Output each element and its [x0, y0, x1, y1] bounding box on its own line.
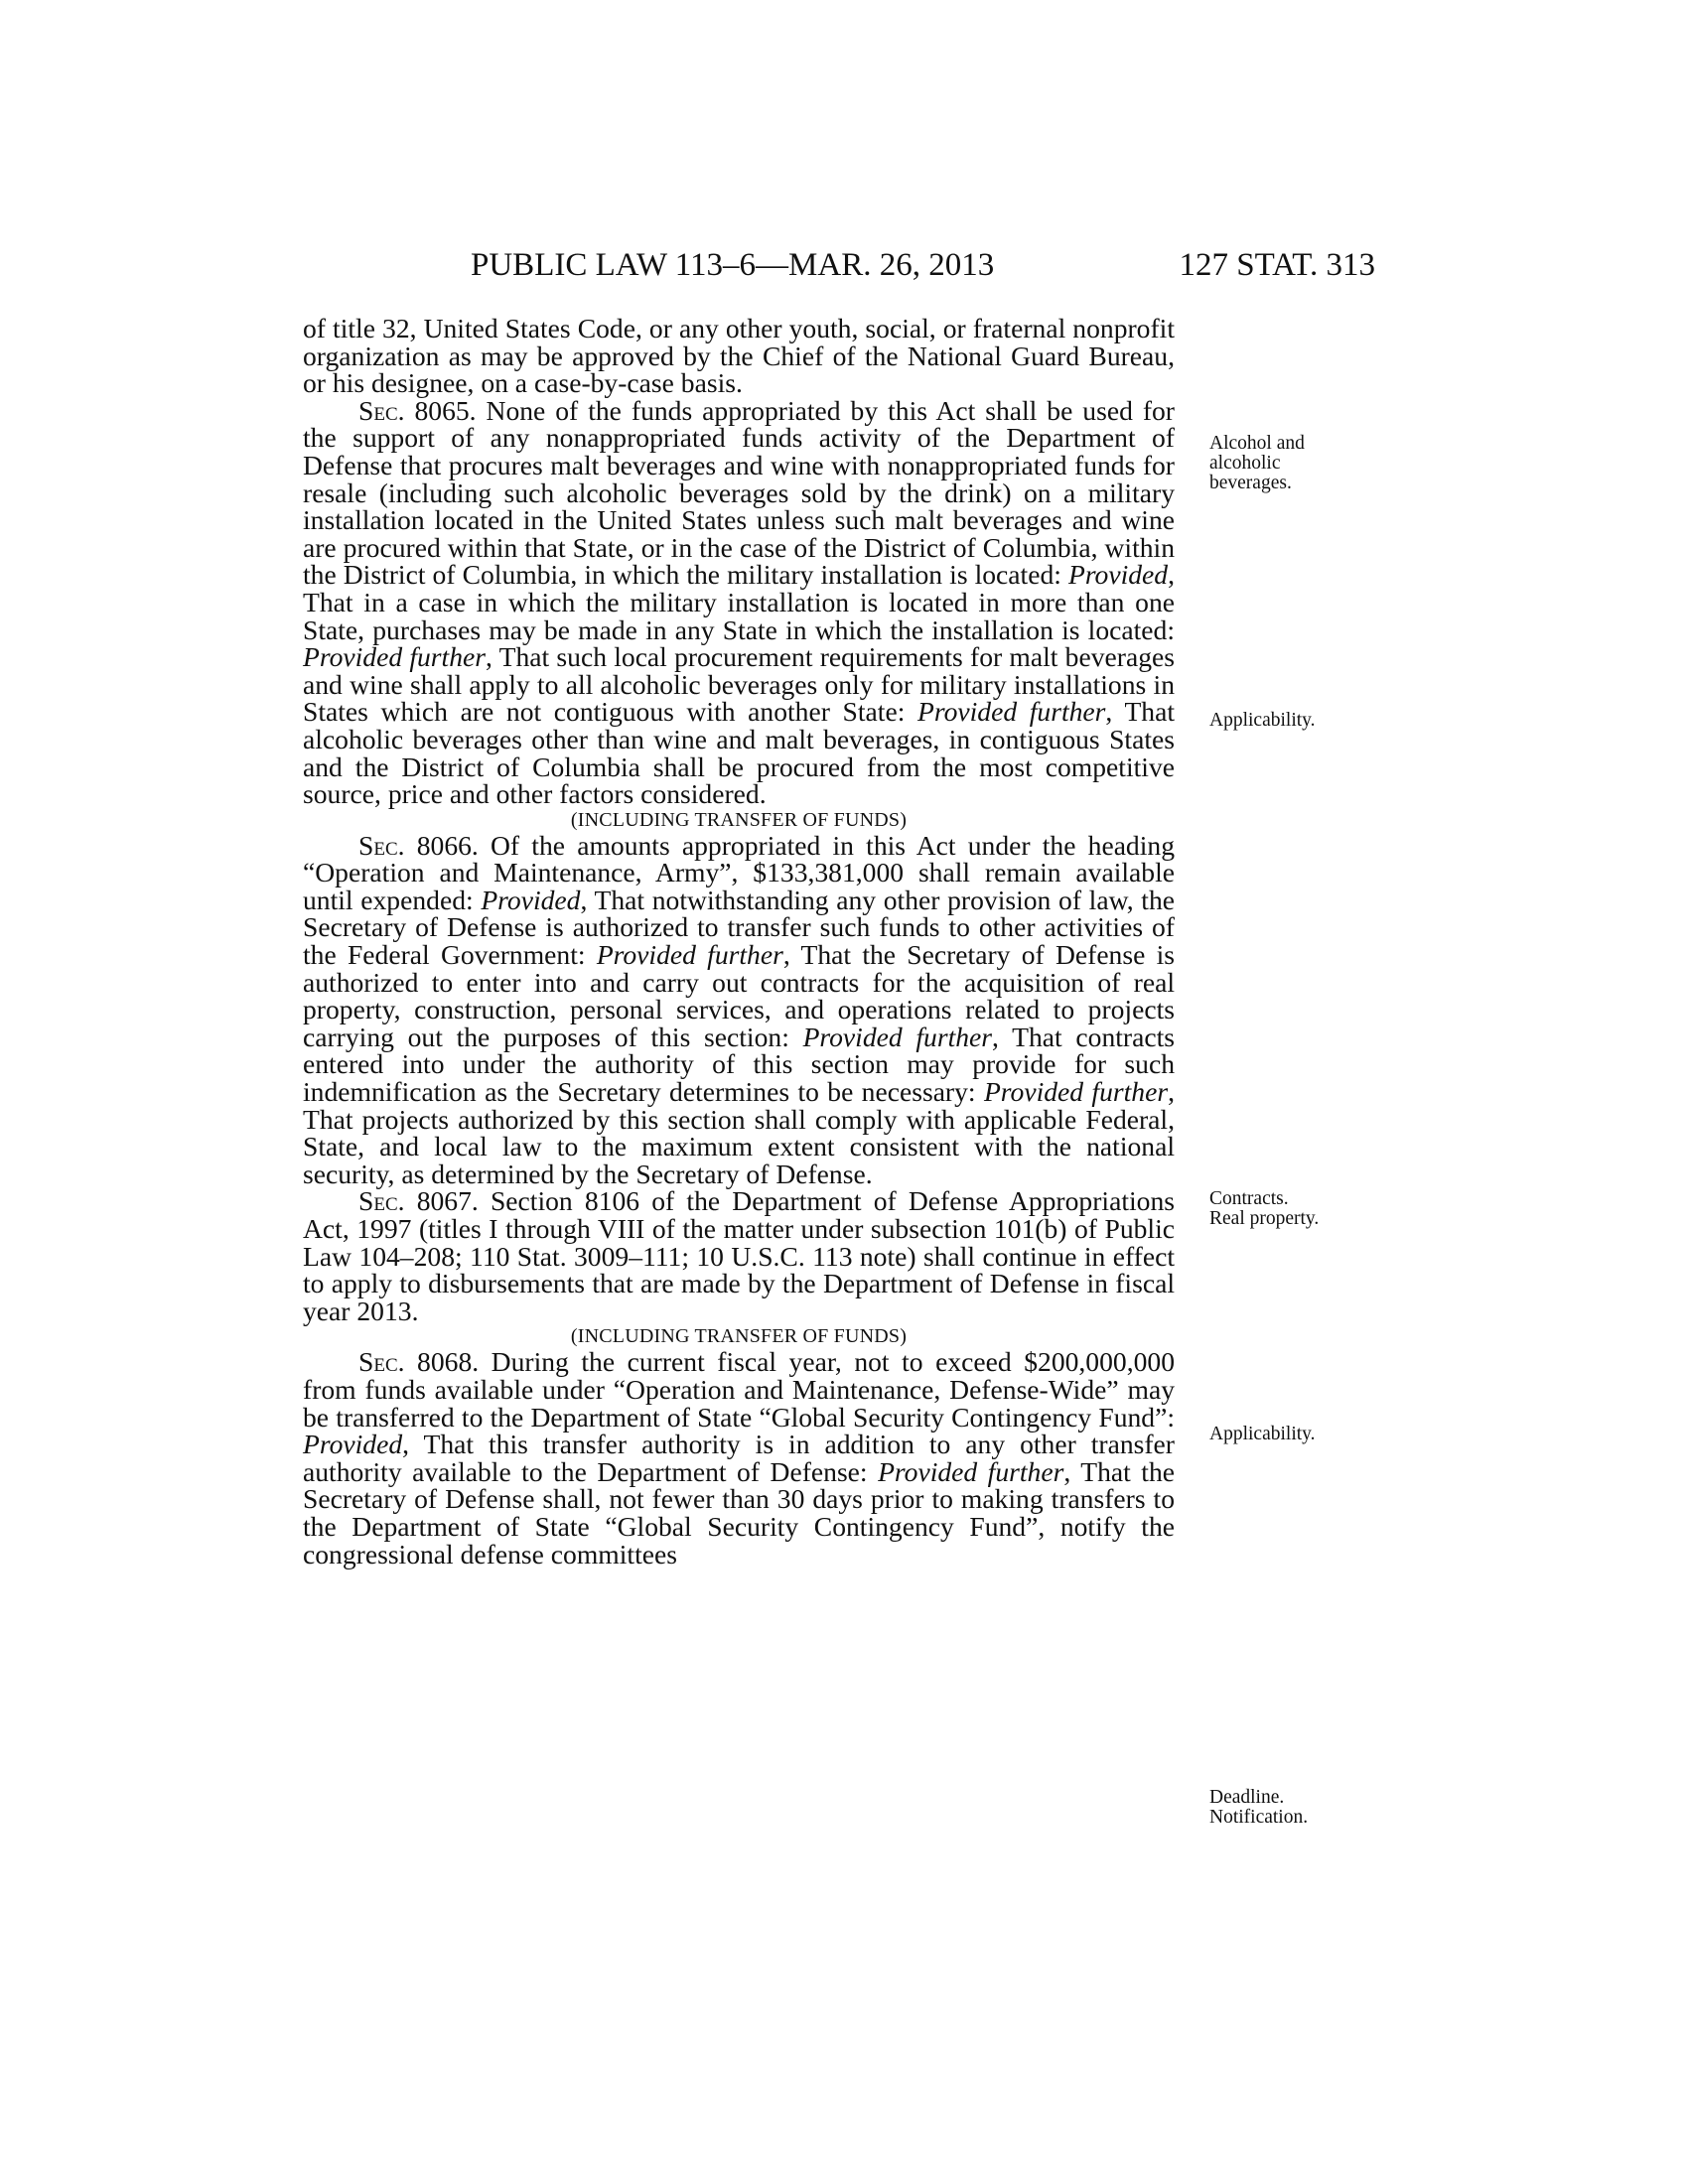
section-8067: Sec. 8067. Section 8106 of the Department of Defense Appropriations Act, 1997 (titles I through VIII of the matter under subsection 101(b) of Public Law 104–208; 110 Stat. 3009–111; 10 U.S.C. 113 note) shall continue in effect to apply to disbursements that are made by the Department of Defense in fiscal year 2013. — [303, 1185, 1175, 1326]
sec-label: Sec. — [358, 829, 405, 861]
page-header — [298, 245, 1375, 285]
margin-note-deadline-notification: Deadline. Notification. — [1209, 1787, 1309, 1828]
section-heading-transfer-of-funds: (INCLUDING TRANSFER OF FUNDS) — [570, 808, 908, 831]
section-heading-transfer-of-funds: (INCLUDING TRANSFER OF FUNDS) — [570, 1325, 908, 1348]
sec-label: Sec. — [358, 1185, 405, 1217]
sec-label: Sec. — [358, 1346, 405, 1378]
section-8065: Sec. 8065. None of the funds appropriated by this Act shall be used for the support of any nonappropriated funds activity of the Department of Defense that procures malt beverages and wine with nonappropriated funds for resale (including such alcoholic beverages sold by the drink) on a military installation located in the United States unless such malt beverages and wine are procured within that State, or in the case of the District of Columbia, within the District of Columbia, in which the military installation is located: Provided, That in a case in which the military installation is located in more than one State, purchases may be made in any State in which the installation is located: Provided further, That such local procurement requirements for malt beverages and wine shall apply to all alcoholic beverages only for military installations in States which are not contiguous with another State: Provided further, That alcoholic beverages other than wine and malt beverages, in contiguous States and the District of Columbia shall be procured from the most competitive source, price and other factors considered. — [303, 394, 1176, 810]
section-8068: Sec. 8068. During the current fiscal year, not to exceed $200,000,000 from funds available under “Operation and Maintenance, Defense-Wide” may be transferred to the Department of State “Global Security Contingency Fund”: Provided, That this transfer authority is in addition to any other transfer authority available to the Department of Defense: Provided further, That the Secretary of Defense shall, not fewer than 30 days prior to making transfers to the Department of State “Global Security Contingency Fund”, notify the congressional defense committees — [303, 1346, 1175, 1570]
margin-note-applicability: Applicability. — [1209, 710, 1316, 731]
margin-note-contracts: Contracts. Real property. — [1209, 1188, 1320, 1229]
section-8066: Sec. 8066. Of the amounts appropriated in this Act under the heading “Operation and Maintenance, Army”, $133,381,000 shall remain available until expended: Provided, That notwithstanding any other provision of law, the Secretary of Defense is authorized to transfer such funds to other activities of the Federal Government: Provided further, That the Secretary of Defense is authorized to enter into and carry out contracts for the acquisition of real property, construction, personal services, and operations related to projects carrying out the purposes of this section: Provided further, That contracts entered into under the authority of this section may provide for such indemnification as the Secretary determines to be necessary: Provided further, That projects authorized by this section shall comply with applicable Federal, State, and local law to the maximum extent consistent with the national security, as determined by the Secretary of Defense. — [303, 829, 1176, 1189]
continued-paragraph: of title 32, United States Code, or any other youth, social, or fraternal nonprofit organization as may be approved by the Chief of the National Guard Bureau, or his designee, on a case-by-case basis. — [303, 313, 1175, 399]
statute-page-number: 127 STAT. 313 — [1179, 247, 1375, 283]
sec-label: Sec. — [358, 394, 405, 426]
margin-note-alcohol: Alcohol and alcoholic beverages. — [1209, 433, 1305, 493]
document-body — [303, 315, 1175, 1568]
margin-note-applicability: Applicability. — [1209, 1424, 1316, 1444]
public-law-title: PUBLIC LAW 113–6—MAR. 26, 2013 — [471, 247, 995, 283]
